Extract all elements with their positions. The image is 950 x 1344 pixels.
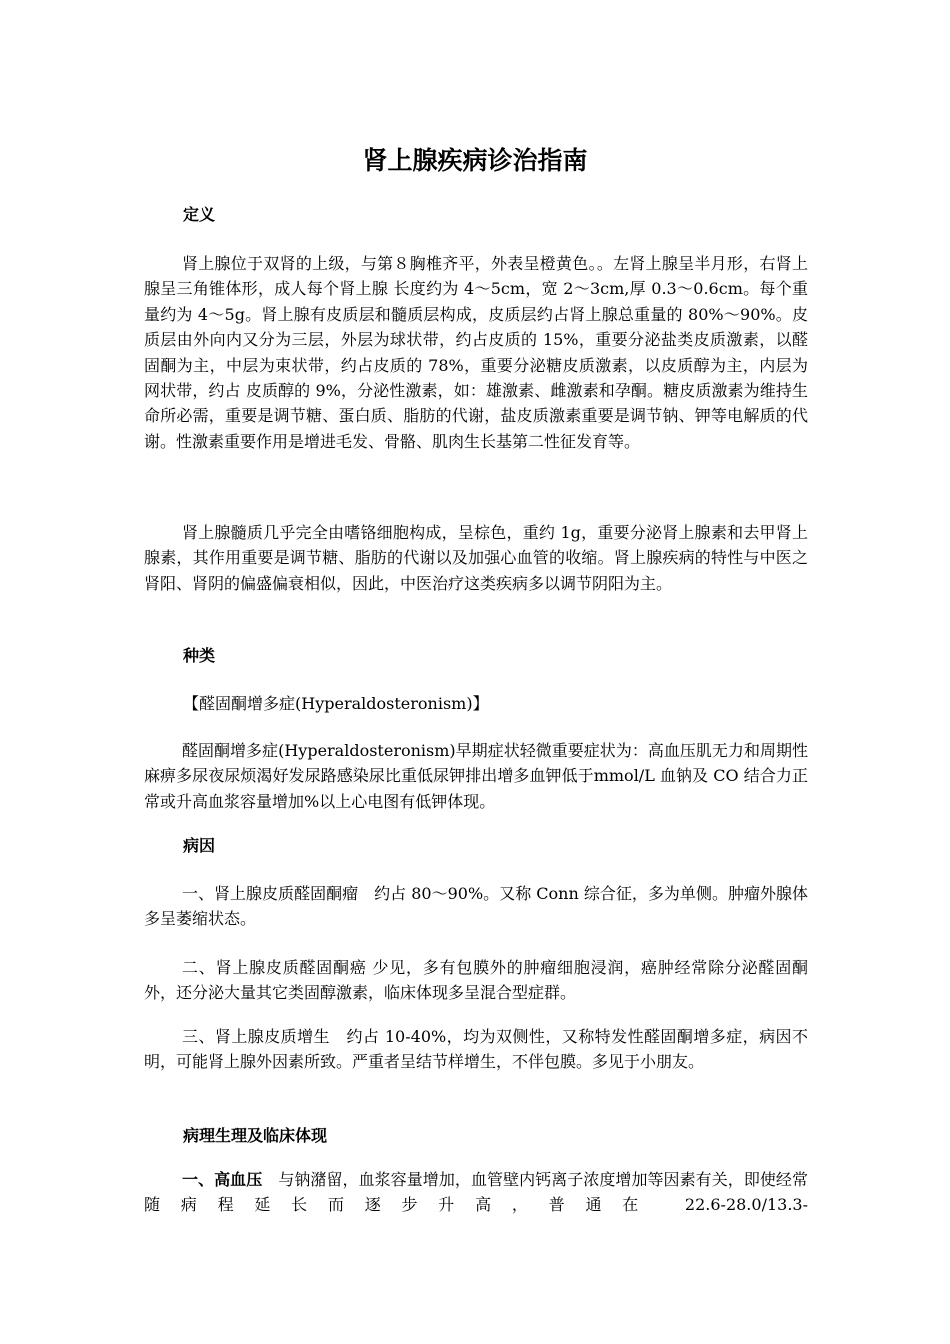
pathophysiology-lead: 一、高血压 <box>182 1170 263 1189</box>
types-paragraph: 醛固酮增多症(Hyperaldosteronism)早期症状轻微重要症状为：高血压肌无力和周期性麻痹多尿夜尿烦渴好发尿路感染尿比重低尿钾排出增多血钾低于mmol/L 血钠及 CO 结合力正常或升高血浆容量增加%以上心电图有低钾体现。 <box>144 741 808 811</box>
section-heading-pathophysiology: 病理生理及临床体现 <box>183 1126 328 1145</box>
types-subheading: 【醛固酮增多症(Hyperaldosteronism)】 <box>183 694 489 713</box>
section-heading-types: 种类 <box>183 646 216 665</box>
pathophysiology-paragraph <box>144 1167 808 1218</box>
definition-paragraph-1: 肾上腺位于双肾的上级，与第８胸椎齐平，外表呈橙黄色。。左肾上腺呈半月形，右肾上腺呈三角锥体形，成人每个肾上腺 长度约为 4～5cm，宽 2～3cm,厚 0.3～0.6cm。每个重量约为 4～5g。肾上腺有皮质层和髓质层构成，皮质层约占肾上腺总重量的 80%～90%。皮质层由外向内又分为三层，外层为球状带，约占皮质的 15%，重要分泌盐类皮质激素，以醛固酮为主，中层为束状带，约占皮质的 78%，重要分泌糖皮质激素，以皮质醇为主，内层为网状带，约占 皮质醇的 9%，分泌性激素，如：雄激素、雌激素和孕酮。糖皮质激素为维持生命所必需，重要是调节糖、蛋白质、脂肪的代谢，盐皮质激素重要是调节钠、钾等电解质的代谢。性激素重要作用是增进毛发、骨骼、肌肉生长基第二性征发育等。 <box>144 254 808 451</box>
pathophysiology-text: 与钠潴留，血浆容量增加，血管壁内钙离子浓度增加等因素有关，即使经常随病程延长而逐步升高，普通在 22.6-28.0/13.3- <box>144 1170 808 1215</box>
document-title: 肾上腺疾病诊治指南 <box>362 146 588 175</box>
section-heading-etiology: 病因 <box>183 836 216 855</box>
etiology-paragraph-1: 一、肾上腺皮质醛固酮瘤 约占 80～90%。又称 Conn 综合征，多为单侧。肿瘤外腺体多呈萎缩状态。 <box>144 884 808 929</box>
etiology-paragraph-2: 二、肾上腺皮质醛固酮癌 少见，多有包膜外的肿瘤细胞浸润，癌肿经常除分泌醛固酮外，还分泌大量其它类固醇激素，临床体现多呈混合型症群。 <box>144 958 808 1003</box>
etiology-paragraph-3: 三、肾上腺皮质增生 约占 10-40%，均为双侧性，又称特发性醛固酮增多症，病因不明，可能肾上腺外因素所致。严重者呈结节样增生，不伴包膜。多见于小朋友。 <box>144 1027 808 1072</box>
section-heading-definition: 定义 <box>183 205 216 224</box>
definition-paragraph-2: 肾上腺髓质几乎完全由嗜铬细胞构成，呈棕色，重约 1g，重要分泌肾上腺素和去甲肾上腺素，其作用重要是调节糖、脂肪的代谢以及加强心血管的收缩。肾上腺疾病的特性与中医之肾阳、肾阴的偏盛偏衰相似，因此，中医治疗这类疾病多以调节阴阳为主。 <box>144 523 808 593</box>
